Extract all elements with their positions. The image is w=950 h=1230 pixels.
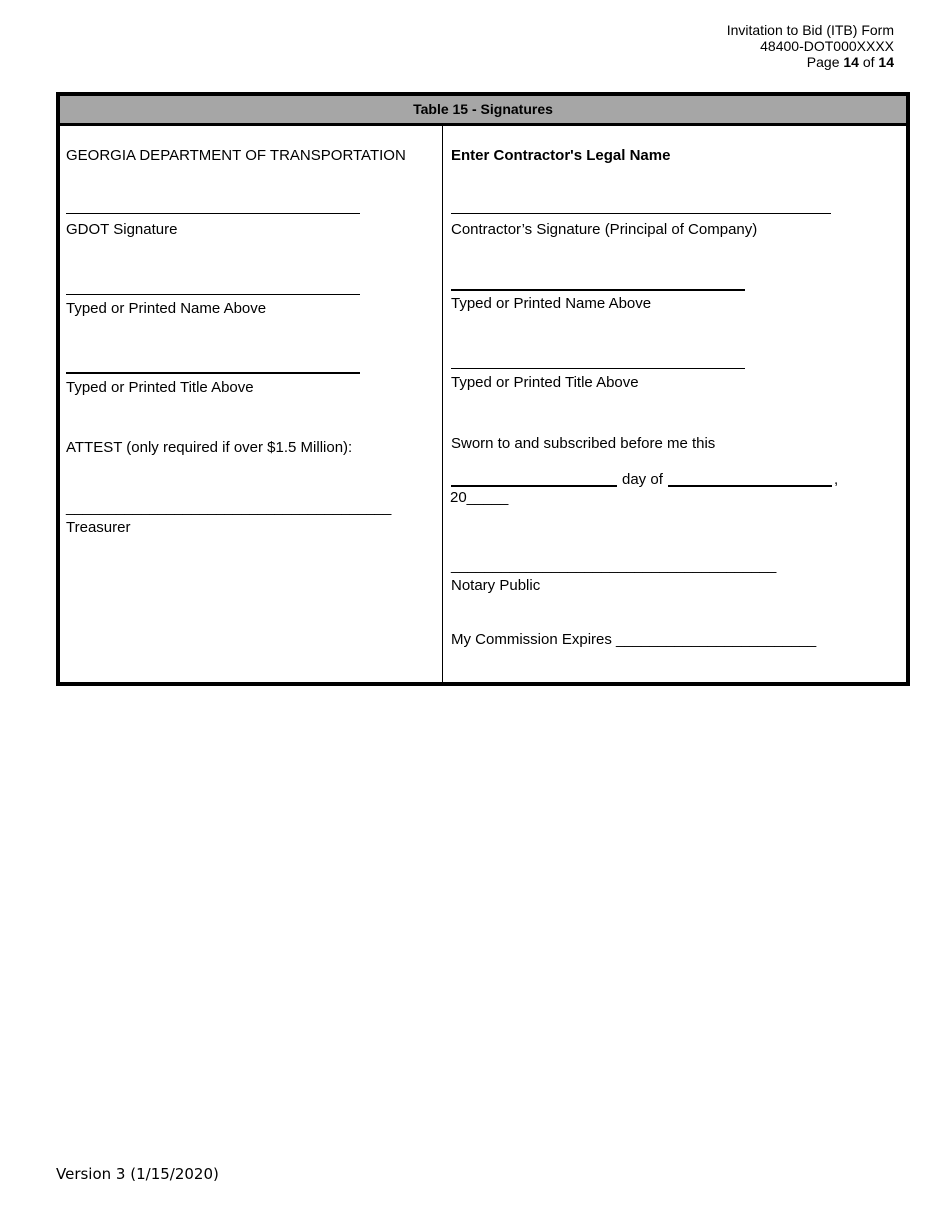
contractor-legal-name-field[interactable]: Enter Contractor's Legal Name bbox=[451, 147, 671, 164]
column-divider bbox=[442, 126, 443, 682]
gdot-signature-line[interactable] bbox=[66, 213, 360, 214]
sworn-month-line[interactable] bbox=[668, 485, 832, 487]
treasurer-label: Treasurer bbox=[66, 519, 131, 536]
day-of-label: day of bbox=[622, 471, 663, 488]
gdot-printed-name-label: Typed or Printed Name Above bbox=[66, 300, 267, 317]
table-title: Table 15 - Signatures bbox=[60, 96, 906, 126]
form-title: Invitation to Bid (ITB) Form bbox=[726, 22, 894, 38]
sworn-year-field[interactable]: 20_____ bbox=[450, 489, 509, 506]
page-header bbox=[727, 22, 894, 70]
sworn-day-line[interactable] bbox=[451, 485, 617, 487]
commission-expires-field[interactable]: My Commission Expires ________________________ bbox=[451, 631, 817, 648]
form-number: 48400-DOT000XXXX bbox=[760, 38, 894, 54]
notary-signature-line[interactable]: _______________________________________ bbox=[451, 557, 777, 574]
attest-label: ATTEST (only required if over $1.5 Million): bbox=[66, 439, 353, 456]
date-comma: , bbox=[834, 471, 839, 488]
version-footer: Version 3 (1/15/2020) bbox=[56, 1165, 219, 1183]
page-number: Page 14 of 14 bbox=[806, 54, 894, 70]
gdot-printed-name-line[interactable] bbox=[66, 294, 360, 295]
gdot-printed-title-line[interactable] bbox=[66, 372, 360, 374]
contractor-printed-title-line[interactable] bbox=[451, 368, 745, 369]
gdot-org-name: GEORGIA DEPARTMENT OF TRANSPORTATION bbox=[66, 147, 406, 164]
contractor-printed-title-label: Typed or Printed Title Above bbox=[451, 374, 639, 391]
contractor-signature-line[interactable] bbox=[451, 213, 831, 214]
gdot-signature-label: GDOT Signature bbox=[66, 221, 178, 238]
treasurer-signature-line[interactable]: _______________________________________ bbox=[66, 499, 392, 516]
contractor-printed-name-line[interactable] bbox=[451, 289, 745, 291]
signatures-table bbox=[56, 92, 910, 686]
notary-public-label: Notary Public bbox=[451, 577, 541, 594]
contractor-signature-label: Contractor’s Signature (Principal of Company) bbox=[451, 221, 758, 238]
sworn-statement: Sworn to and subscribed before me this bbox=[451, 435, 716, 452]
gdot-printed-title-label: Typed or Printed Title Above bbox=[66, 379, 254, 396]
contractor-printed-name-label: Typed or Printed Name Above bbox=[451, 295, 652, 312]
